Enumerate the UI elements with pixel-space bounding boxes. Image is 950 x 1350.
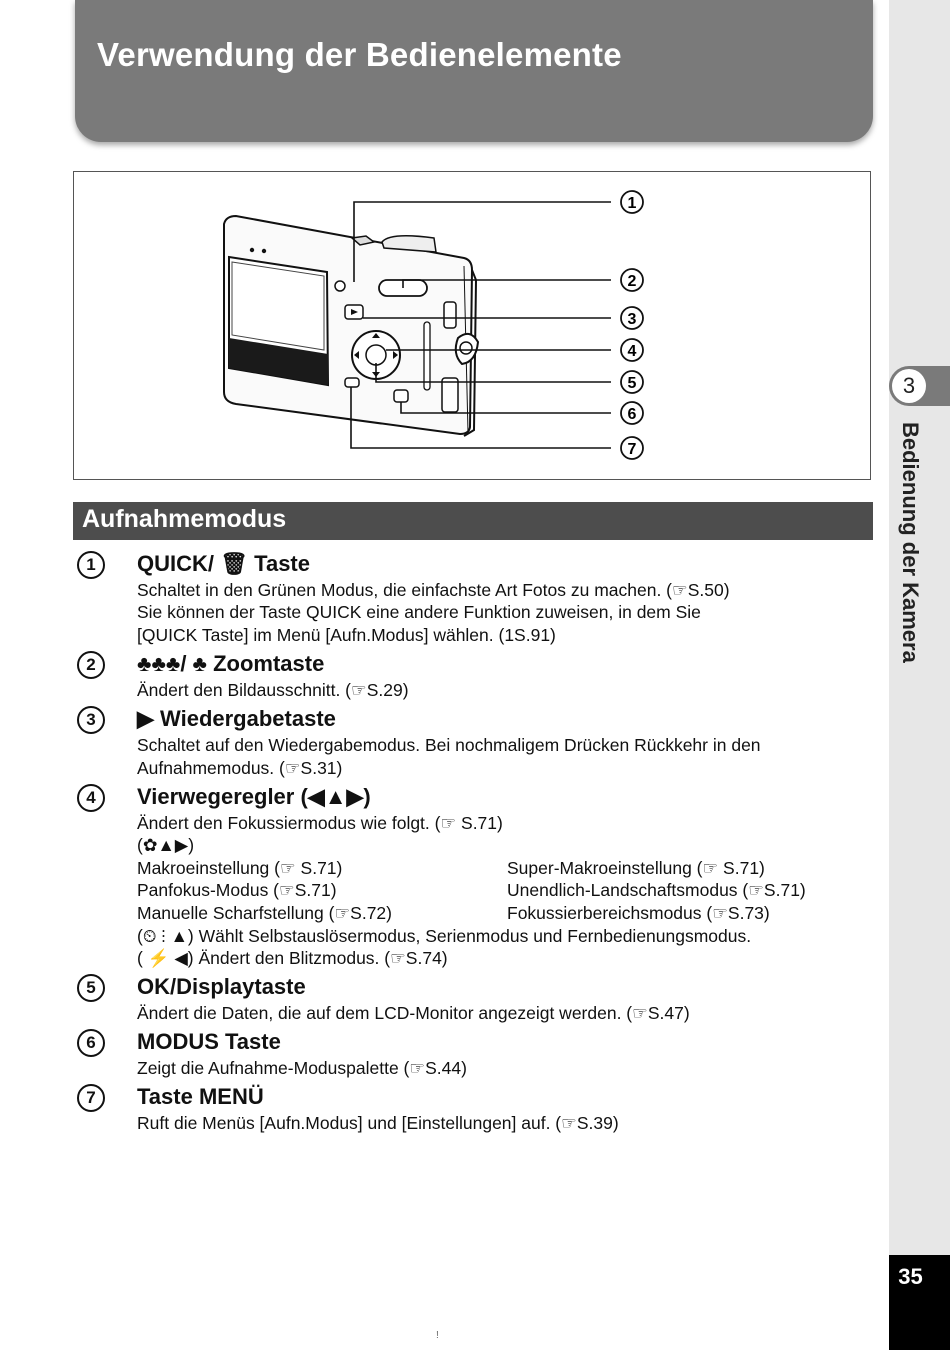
svg-text:2: 2: [627, 273, 637, 290]
callout-2: [621, 269, 643, 291]
item-text: Schaltet auf den Wiedergabemodus. Bei nochmaligem Drücken Rückkehr in den: [137, 735, 761, 755]
focus-mode-left: Panfokus-Modus (☞S.71): [137, 880, 337, 900]
ok-button: [366, 345, 386, 365]
callout-6: [621, 402, 643, 424]
item-number: 7: [77, 1084, 105, 1112]
svg-text:5: 5: [627, 375, 637, 392]
title-bar: [75, 0, 873, 142]
svg-text:6: 6: [627, 406, 637, 423]
callout-5: [621, 371, 643, 393]
callout-1: [621, 191, 643, 213]
item-title-mode: MODUS Taste: [137, 1029, 281, 1054]
item-text: Ändert den Bildausschnitt. (☞S.29): [137, 680, 409, 700]
camera-figure: [73, 171, 871, 480]
item-title-ok-display: OK/Displaytaste: [137, 974, 306, 999]
page-title: Verwendung der Bedienelemente: [97, 36, 622, 73]
menu-button: [345, 378, 359, 387]
page-number: 35: [898, 1264, 923, 1289]
camera-illustration: [74, 172, 872, 481]
item-text: Ruft die Menüs [Aufn.Modus] und [Einstellungen] auf. (☞S.39): [137, 1113, 619, 1133]
item-text: ( ⚡ ◀) Ändert den Blitzmodus. (☞S.74): [137, 948, 448, 968]
item-number: 3: [77, 706, 105, 734]
side-strip: [889, 0, 950, 1350]
item-text: Aufnahmemodus. (☞S.31): [137, 758, 343, 778]
item-text: [QUICK Taste] im Menü [Aufn.Modus] wählen. (1S.91): [137, 625, 556, 645]
svg-text:3: 3: [627, 311, 637, 328]
quick-button: [335, 281, 345, 291]
item-text: (✿▲▶): [137, 835, 195, 855]
footer-mark: !: [436, 1330, 439, 1341]
item-text: Sie können der Taste QUICK eine andere Funktion zuweisen, in dem Sie: [137, 602, 701, 622]
item-text: Ändert die Daten, die auf dem LCD-Monitor angezeigt werden. (☞S.47): [137, 1003, 690, 1023]
focus-mode-left: Manuelle Scharfstellung (☞S.72): [137, 903, 392, 923]
callout-3: [621, 307, 643, 329]
svg-text:7: 7: [627, 441, 637, 458]
callout-4: [621, 339, 643, 361]
item-text: (⏲ ⫶ ▲) Wählt Selbstauslösermodus, Serienmodus und Fernbedienungsmodus.: [137, 926, 752, 946]
callout-7: [621, 437, 643, 459]
mode-button: [394, 390, 408, 402]
section-title: Aufnahmemodus: [82, 505, 287, 533]
focus-mode-left: Makroeinstellung (☞ S.71): [137, 858, 343, 878]
item-number: 4: [77, 784, 105, 812]
item-number: 1: [77, 551, 105, 579]
svg-text:4: 4: [627, 343, 637, 360]
focus-mode-right: Fokussierbereichsmodus (☞S.73): [507, 903, 770, 923]
item-title-playback: ▶ Wiedergabetaste: [137, 706, 336, 731]
focus-mode-right: Super-Makroeinstellung (☞ S.71): [507, 858, 765, 878]
item-title-four-way: Vierwegeregler (◀▲▶): [137, 784, 371, 809]
svg-text:1: 1: [627, 195, 637, 212]
chapter-number: 3: [892, 369, 926, 403]
item-number: 6: [77, 1029, 105, 1057]
item-title-menu: Taste MENÜ: [137, 1084, 264, 1109]
item-text: Schaltet in den Grünen Modus, die einfachste Art Fotos zu machen. (☞S.50): [137, 580, 730, 600]
section-header: [73, 502, 873, 540]
chapter-title: Bedienung der Kamera: [898, 422, 923, 663]
focus-mode-right: Unendlich-Landschaftsmodus (☞S.71): [507, 880, 806, 900]
item-title-zoom: ♣♣♣/ ♣ Zoomtaste: [137, 651, 325, 676]
item-title-quick: QUICK/ 🗑 Taste: [137, 551, 310, 576]
item-number: 2: [77, 651, 105, 679]
item-text: Ändert den Fokussiermodus wie folgt. (☞ S.71): [137, 813, 503, 833]
item-number: 5: [77, 974, 105, 1002]
item-text: Zeigt die Aufnahme-Moduspalette (☞S.44): [137, 1058, 467, 1078]
